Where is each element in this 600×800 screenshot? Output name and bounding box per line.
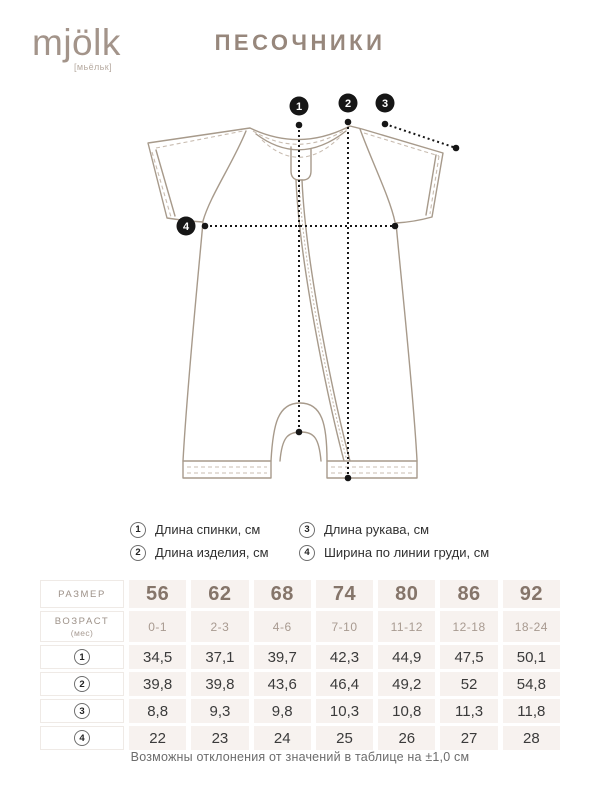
row-num: 4 [79, 732, 85, 744]
size-col-header: 62 [191, 580, 248, 608]
row-num: 2 [79, 678, 85, 690]
value-cell: 25 [316, 726, 373, 750]
marker-3-number: 3 [381, 98, 389, 110]
age-row-label [40, 611, 124, 642]
marker-4-number: 4 [182, 221, 190, 233]
crotch-binding [280, 432, 321, 461]
legend-num: 3 [304, 524, 310, 535]
value-cell: 23 [191, 726, 248, 750]
measure-row-label-4 [40, 726, 124, 750]
value-cell: 54,8 [503, 672, 560, 696]
romper-diagram [120, 88, 480, 492]
size-table [40, 580, 560, 750]
legend-item-chest-width [299, 544, 489, 561]
value-cell: 52 [440, 672, 497, 696]
value-cell: 49,2 [378, 672, 435, 696]
measure-dot [453, 145, 460, 152]
measure-dot [296, 429, 303, 436]
age-cell: 4-6 [254, 611, 311, 642]
value-cell: 44,9 [378, 645, 435, 669]
measure-row-label-1 [40, 645, 124, 669]
age-cell: 0-1 [129, 611, 186, 642]
measure-row-label-2 [40, 672, 124, 696]
value-cell: 34,5 [129, 645, 186, 669]
marker-2-number: 2 [344, 98, 352, 110]
row-num-badge [74, 703, 90, 719]
legend-num: 2 [135, 547, 141, 558]
legend-num: 4 [304, 547, 310, 558]
measure-dot [382, 121, 389, 128]
brand-name: mjölk [32, 22, 121, 63]
size-col-header: 68 [254, 580, 311, 608]
value-cell: 27 [440, 726, 497, 750]
value-cell: 47,5 [440, 645, 497, 669]
size-col-header: 92 [503, 580, 560, 608]
row-num: 1 [79, 651, 85, 663]
age-cell: 12-18 [440, 611, 497, 642]
row-num-badge [74, 676, 90, 692]
value-cell: 10,8 [378, 699, 435, 723]
size-col-header: 56 [129, 580, 186, 608]
value-cell: 28 [503, 726, 560, 750]
age-cell: 11-12 [378, 611, 435, 642]
marker-1-number: 1 [295, 101, 303, 113]
legend-num-badge [299, 522, 315, 538]
value-cell: 9,3 [191, 699, 248, 723]
value-cell: 39,8 [129, 672, 186, 696]
legend-num-badge [299, 545, 315, 561]
age-sublabel-text: (мес) [70, 627, 94, 638]
legend-item-sleeve-length [299, 521, 429, 538]
legend-item-back-length [130, 521, 260, 538]
legend-num-badge [130, 545, 146, 561]
age-label-text: ВОЗРАСТ [54, 615, 110, 627]
size-col-header: 86 [440, 580, 497, 608]
size-col-header: 74 [316, 580, 373, 608]
legend-item-item-length [130, 544, 269, 561]
measure-row-label-3 [40, 699, 124, 723]
value-cell: 8,8 [129, 699, 186, 723]
measure-dot [345, 475, 352, 482]
measure-dot [296, 122, 303, 129]
value-cell: 39,7 [254, 645, 311, 669]
tolerance-note: Возможны отклонения от значений в таблице на ±1,0 см [130, 750, 470, 764]
size-row-label [40, 580, 124, 608]
legend-label: Длина рукава, см [324, 522, 430, 537]
row-num: 3 [79, 705, 85, 717]
size-label-text: РАЗМЕР [58, 588, 106, 600]
brand-transcription: [мьёльк] [74, 61, 112, 72]
value-cell: 42,3 [316, 645, 373, 669]
age-cell: 2-3 [191, 611, 248, 642]
value-cell: 39,8 [191, 672, 248, 696]
measure-dot [202, 223, 209, 230]
age-cell: 7-10 [316, 611, 373, 642]
measure-dot [345, 119, 352, 126]
value-cell: 10,3 [316, 699, 373, 723]
legend-label: Длина спинки, см [155, 522, 261, 537]
legend-label: Ширина по линии груди, см [324, 545, 490, 560]
value-cell: 37,1 [191, 645, 248, 669]
value-cell: 46,4 [316, 672, 373, 696]
value-cell: 26 [378, 726, 435, 750]
value-cell: 24 [254, 726, 311, 750]
value-cell: 11,8 [503, 699, 560, 723]
measure-dot [392, 223, 399, 230]
size-col-header: 80 [378, 580, 435, 608]
value-cell: 43,6 [254, 672, 311, 696]
legend-num-badge [130, 522, 146, 538]
legend-num: 1 [135, 524, 141, 535]
value-cell: 11,3 [440, 699, 497, 723]
page-title: ПЕСОЧНИКИ [214, 30, 386, 55]
age-cell: 18-24 [503, 611, 560, 642]
row-num-badge [74, 730, 90, 746]
value-cell: 9,8 [254, 699, 311, 723]
row-num-badge [74, 649, 90, 665]
value-cell: 50,1 [503, 645, 560, 669]
value-cell: 22 [129, 726, 186, 750]
legend-label: Длина изделия, см [155, 545, 269, 560]
